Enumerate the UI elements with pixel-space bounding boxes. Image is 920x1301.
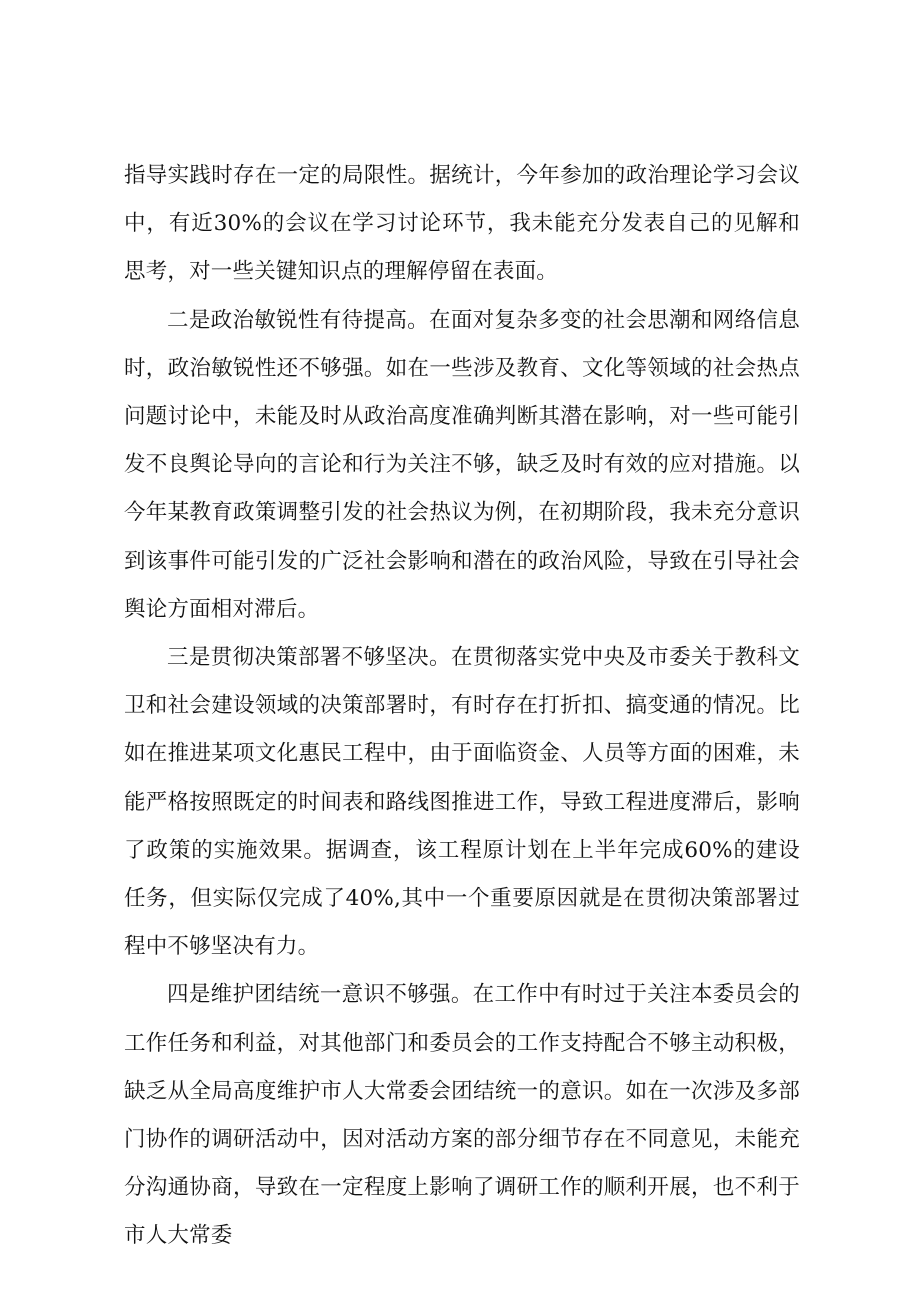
document-page: [124, 152, 800, 1261]
paragraph-3: 三是贯彻决策部署不够坚决。在贯彻落实党中央及市委关于教科文卫和社会建设领域的决策部署时，有时存在打折扣、搞变通的情况。比如在推进某项文化惠民工程中，由于面临资金、人员等方面的困难，未能严格按照既定的时间表和路线图推进工作，导致工程进度滞后，影响了政策的实施效果。据调查，该工程原计划在上半年完成60%的建设任务，但实际仅完成了40%,其中一个重要原因就是在贯彻决策部署过程中不够坚决有力。: [124, 645, 800, 960]
paragraph-2: 二是政治敏锐性有待提高。在面对复杂多变的社会思潮和网络信息时，政治敏锐性还不够强。如在一些涉及教育、文化等领域的社会热点问题讨论中，未能及时从政治高度准确判断其潜在影响，对一些可能引发不良舆论导向的言论和行为关注不够，缺乏及时有效的应对措施。以今年某教育政策调整引发的社会热议为例，在初期阶段，我未充分意识到该事件可能引发的广泛社会影响和潜在的政治风险，导致在引导社会舆论方面相对滞后。: [124, 307, 800, 622]
paragraph-4: 四是维护团结统一意识不够强。在工作中有时过于关注本委员会的工作任务和利益，对其他部门和委员会的工作支持配合不够主动积极，缺乏从全局高度维护市人大常委会团结统一的意识。如在一次涉及多部门协作的调研活动中，因对活动方案的部分细节存在不同意见，未能充分沟通协商，导致在一定程度上影响了调研工作的顺利开展，也不利于市人大常委: [124, 982, 800, 1249]
paragraph-1: 指导实践时存在一定的局限性。据统计，今年参加的政治理论学习会议中，有近30%的会议在学习讨论环节，我未能充分发表自己的见解和思考，对一些关键知识点的理解停留在表面。: [124, 163, 800, 285]
